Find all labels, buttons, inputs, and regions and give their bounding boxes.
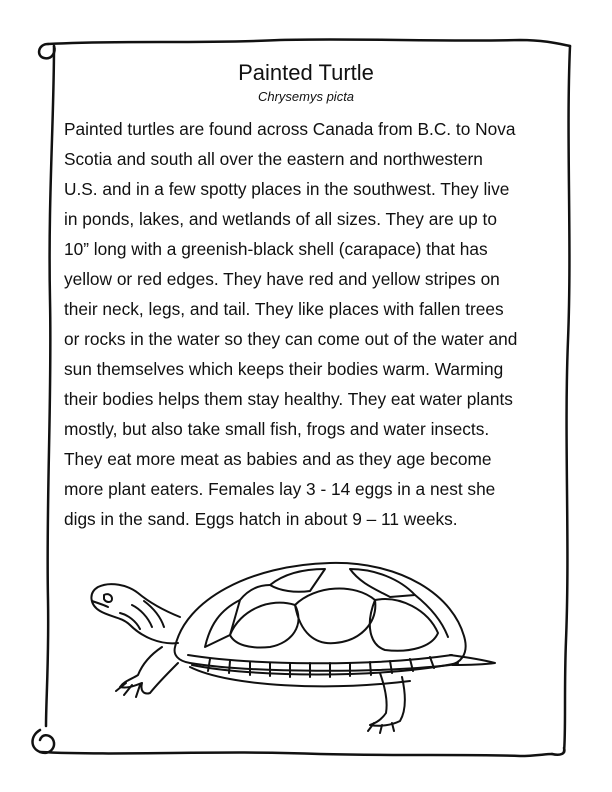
text-line: Scotia and south all over the eastern and northwestern — [64, 149, 483, 169]
text-line: yellow or red edges. They have red and yellow stripes on — [64, 269, 500, 289]
text-line: sun themselves which keeps their bodies warm. Warming — [64, 359, 504, 379]
text-line: or rocks in the water so they can come out of the water and — [64, 329, 518, 349]
text-line: They eat more meat as babies and as they age become — [64, 449, 492, 469]
text-line: 10” long with a greenish-black shell (carapace) that has — [64, 239, 488, 259]
text-line: Painted turtles are found across Canada from B.C. to Nova — [64, 119, 516, 139]
text-line: in ponds, lakes, and wetlands of all sizes. They are up to — [64, 209, 497, 229]
page-title: Painted Turtle — [238, 60, 374, 85]
text-line: their bodies helps them stay healthy. They eat water plants — [64, 389, 513, 409]
turtle-illustration — [80, 555, 520, 740]
text-line: digs in the sand. Eggs hatch in about 9 – 11 weeks. — [64, 509, 458, 529]
text-line: U.S. and in a few spotty places in the southwest. They live — [64, 179, 510, 199]
scientific-name: Chrysemys picta — [257, 89, 355, 104]
text-line: their neck, legs, and tail. They like places with fallen trees — [64, 299, 504, 319]
description-paragraph — [64, 114, 564, 534]
text-line: more plant eaters. Females lay 3 - 14 eggs in a nest she — [64, 479, 496, 499]
text-line: mostly, but also take small fish, frogs and water insects. — [64, 419, 490, 439]
